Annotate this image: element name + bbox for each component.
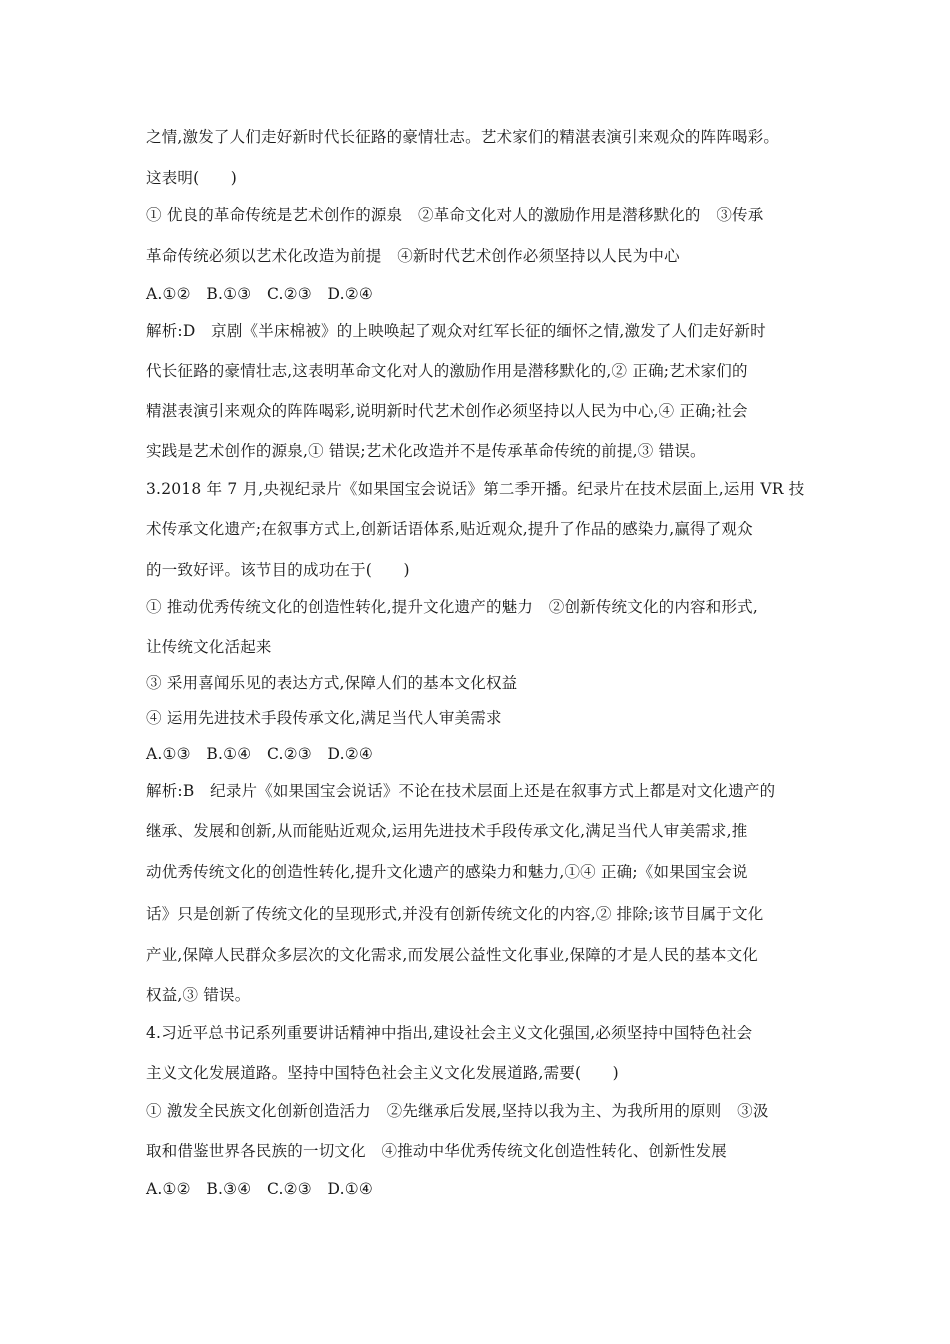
analysis-line: 权益,③ 错误。 xyxy=(146,986,251,1004)
analysis-line: 精湛表演引来观众的阵阵喝彩,说明新时代艺术创作必须坚持以人民为中心,④ 正确;社会 xyxy=(146,402,748,420)
question-line: 主义文化发展道路。坚持中国特色社会主义文化发展道路,需要( ) xyxy=(146,1064,619,1082)
analysis-line: 代长征路的豪情壮志,这表明革命文化对人的激励作用是潜移默化的,② 正确;艺术家们的 xyxy=(146,362,748,380)
analysis-line: 产业,保障人民群众多层次的文化需求,而发展公益性文化事业,保障的才是人民的基本文化 xyxy=(146,946,758,964)
answer-options: A.①② B.③④ C.②③ D.①④ xyxy=(146,1180,373,1198)
option-line: ① 推动优秀传统文化的创造性转化,提升文化遗产的魅力 ②创新传统文化的内容和形式, xyxy=(146,598,758,616)
question-line: 术传承文化遗产;在叙事方式上,创新话语体系,贴近观众,提升了作品的感染力,赢得了观众 xyxy=(146,520,753,538)
text-line: 这表明( ) xyxy=(146,169,237,187)
answer-options: A.①③ B.①④ C.②③ D.②④ xyxy=(146,745,373,763)
analysis-line: 解析:B 纪录片《如果国宝会说话》不论在技术层面上还是在叙事方式上都是对文化遗产的 xyxy=(146,782,776,800)
analysis-line: 解析:D 京剧《半床棉被》的上映唤起了观众对红军长征的缅怀之情,激发了人们走好新时 xyxy=(146,322,766,340)
text-line: 革命传统必须以艺术化改造为前提 ④新时代艺术创作必须坚持以人民为中心 xyxy=(146,247,680,265)
option-line: 让传统文化活起来 xyxy=(146,638,272,656)
option-line: ④ 运用先进技术手段传承文化,满足当代人审美需求 xyxy=(146,709,502,727)
analysis-line: 实践是艺术创作的源泉,① 错误;艺术化改造并不是传承革命传统的前提,③ 错误。 xyxy=(146,442,706,460)
question-line: 4.习近平总书记系列重要讲话精神中指出,建设社会主义文化强国,必须坚持中国特色社会 xyxy=(146,1024,753,1042)
text-line: 之情,激发了人们走好新时代长征路的豪情壮志。艺术家们的精湛表演引来观众的阵阵喝彩。 xyxy=(146,128,780,146)
text-line: ① 优良的革命传统是艺术创作的源泉 ②革命文化对人的激励作用是潜移默化的 ③传承 xyxy=(146,206,764,224)
question-line: 的一致好评。该节目的成功在于( ) xyxy=(146,561,410,579)
question-line: 3.2018 年 7 月,央视纪录片《如果国宝会说话》第二季开播。纪录片在技术层面上,运用 VR 技 xyxy=(146,480,805,498)
option-line: ③ 采用喜闻乐见的表达方式,保障人们的基本文化权益 xyxy=(146,674,518,692)
answer-options: A.①② B.①③ C.②③ D.②④ xyxy=(146,285,373,303)
analysis-line: 继承、发展和创新,从而能贴近观众,运用先进技术手段传承文化,满足当代人审美需求,推 xyxy=(146,822,748,840)
analysis-line: 动优秀传统文化的创造性转化,提升文化遗产的感染力和魅力,①④ 正确;《如果国宝会说 xyxy=(146,863,748,881)
analysis-line: 话》只是创新了传统文化的呈现形式,并没有创新传统文化的内容,② 排除;该节目属于文化 xyxy=(146,905,764,923)
option-line: 取和借鉴世界各民族的一切文化 ④推动中华优秀传统文化创造性转化、创新性发展 xyxy=(146,1142,727,1160)
option-line: ① 激发全民族文化创新创造活力 ②先继承后发展,坚持以我为主、为我所用的原则 ③汲 xyxy=(146,1102,769,1120)
